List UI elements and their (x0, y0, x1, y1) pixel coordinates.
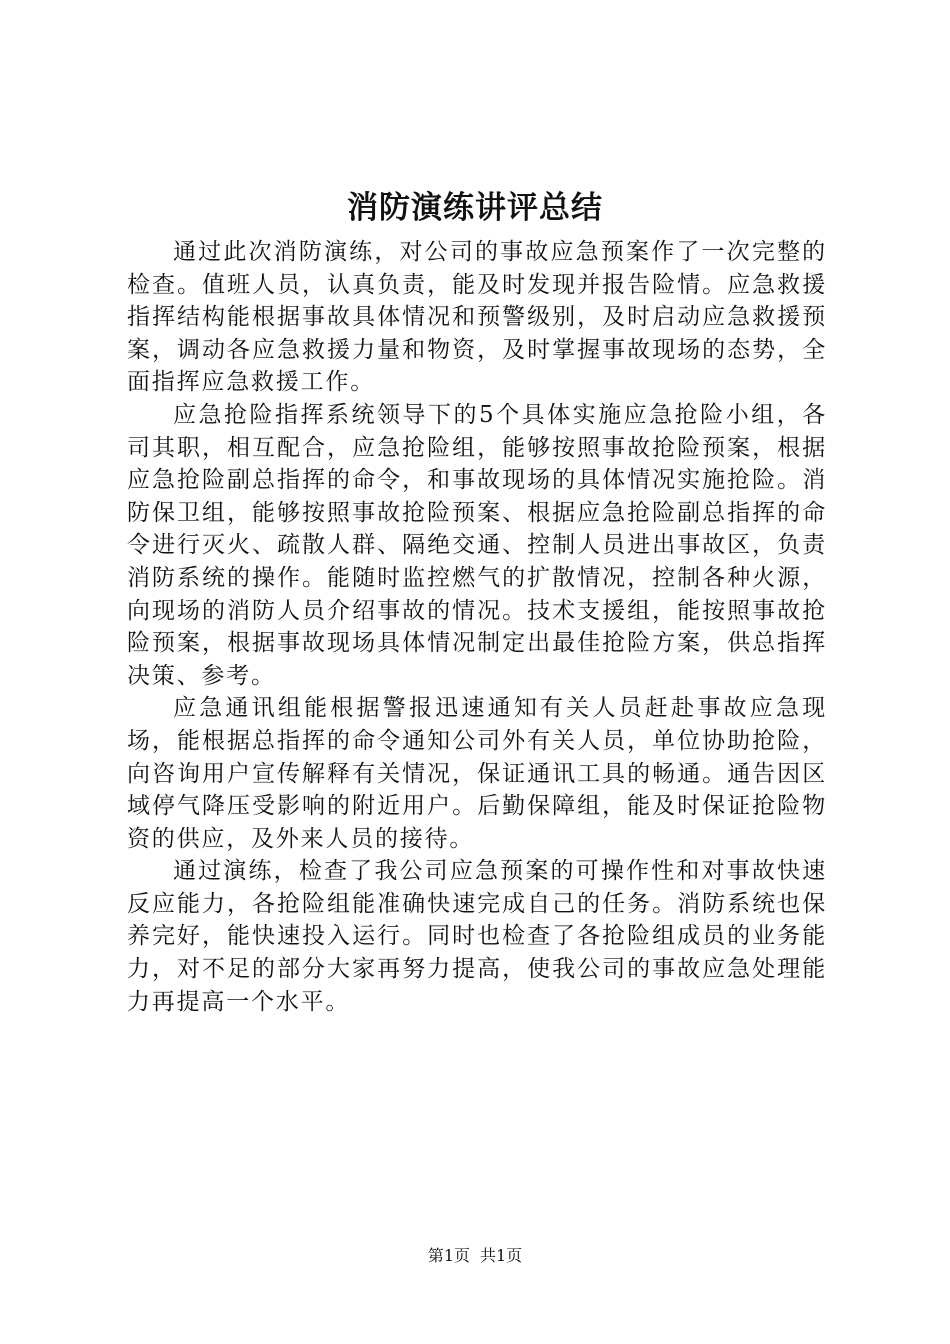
paragraph: 应急抢险指挥系统领导下的5个具体实施应急抢险小组，各司其职，相互配合，应急抢险组，能够按照事故抢险预案，根据应急抢险副总指挥的命令，和事故现场的具体情况实施抢险。消防保卫组，能够按照事故抢险预案、根据应急抢险副总指挥的命令进行灭火、疏散人群、隔绝交通、控制人员进出事故区，负责消防系统的操作。能随时监控燃气的扩散情况，控制各种火源，向现场的消防人员介绍事故的情况。技术支援组，能按照事故抢险预案，根据事故现场具体情况制定出最佳抢险方案，供总指挥决策、参考。 (127, 401, 827, 689)
page-footer (0, 1244, 950, 1268)
paragraph: 通过此次消防演练，对公司的事故应急预案作了一次完整的检查。值班人员，认真负责，能及时发现并报告险情。应急救援指挥结构能根据事故具体情况和预警级别，及时启动应急救援预案，调动各应急救援力量和物资，及时掌握事故现场的态势，全面指挥应急救援工作。 (127, 239, 827, 396)
document-body (127, 236, 827, 1018)
paragraph: 应急通讯组能根据警报迅速通知有关人员赶赴事故应急现场，能根据总指挥的命令通知公司外有关人员，单位协助抢险，向咨询用户宣传解释有关情况，保证通讯工具的畅通。通告因区域停气降压受影响的附近用户。后勤保障组，能及时保证抢险物资的供应，及外来人员的接待。 (127, 695, 827, 852)
document-title: 消防演练讲评总结 (347, 190, 603, 226)
page-number: 第1页 (427, 1246, 470, 1265)
page-total: 共1页 (480, 1246, 523, 1265)
paragraph: 通过演练，检查了我公司应急预案的可操作性和对事故快速反应能力，各抢险组能准确快速完成自己的任务。消防系统也保养完好，能快速投入运行。同时也检查了各抢险组成员的业务能力，对不足的部分大家再努力提高，使我公司的事故应急处理能力再提高一个水平。 (127, 858, 827, 1015)
